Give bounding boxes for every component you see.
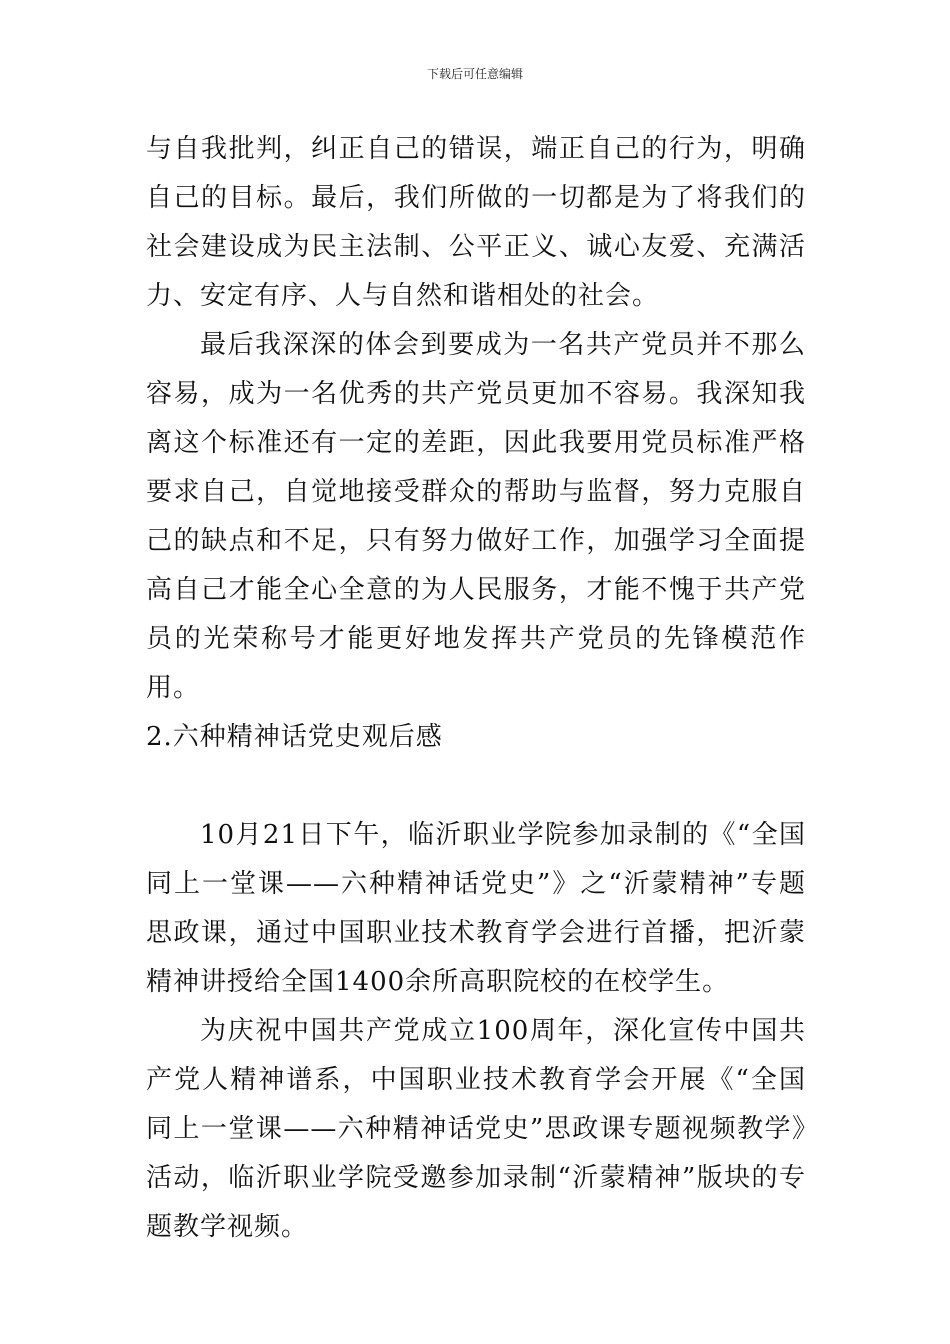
paragraph-conclusion: 最后我深深的体会到要成为一名共产党员并不那么容易，成为一名优秀的共产党员更加不容易。我深知我离这个标准还有一定的差距，因此我要用党员标准严格要求自己，自觉地接受群众的帮助与监督，努力克服自己的缺点和不足，只有努力做好工作，加强学习全面提高自己才能全心全意的为人民服务，才能不愧于共产党员的光荣称号才能更好地发挥共产党员的先锋模范作用。 [146, 330, 806, 703]
paragraph-activity: 为庆祝中国共产党成立100周年，深化宣传中国共产党人精神谱系，中国职业技术教育学会开展《“全国同上一堂课——六种精神话党史”思政课专题视频教学》活动，临沂职业学院受邀参加录制“沂蒙精神”版块的专题教学视频。 [146, 1016, 806, 1242]
section-heading: 2.六种精神话党史观后感 [146, 722, 443, 752]
page-header-note: 下载后可任意编辑 [426, 67, 523, 81]
paragraph-broadcast: 10月21日下午，临沂职业学院参加录制的《“全国同上一堂课——六种精神话党史”》之“沂蒙精神”专题思政课，通过中国职业技术教育学会进行首播，把沂蒙精神讲授给全国1400余所高职院校的在校学生。 [146, 820, 806, 997]
document-body [146, 125, 806, 1252]
blank-line [146, 762, 806, 811]
paragraph-continuation: 与自我批判，纠正自己的错误，端正自己的行为，明确自己的目标。最后，我们所做的一切都是为了将我们的社会建设成为民主法制、公平正义、诚心友爱、充满活力、安定有序、人与自然和谐相处的社会。 [146, 134, 806, 311]
